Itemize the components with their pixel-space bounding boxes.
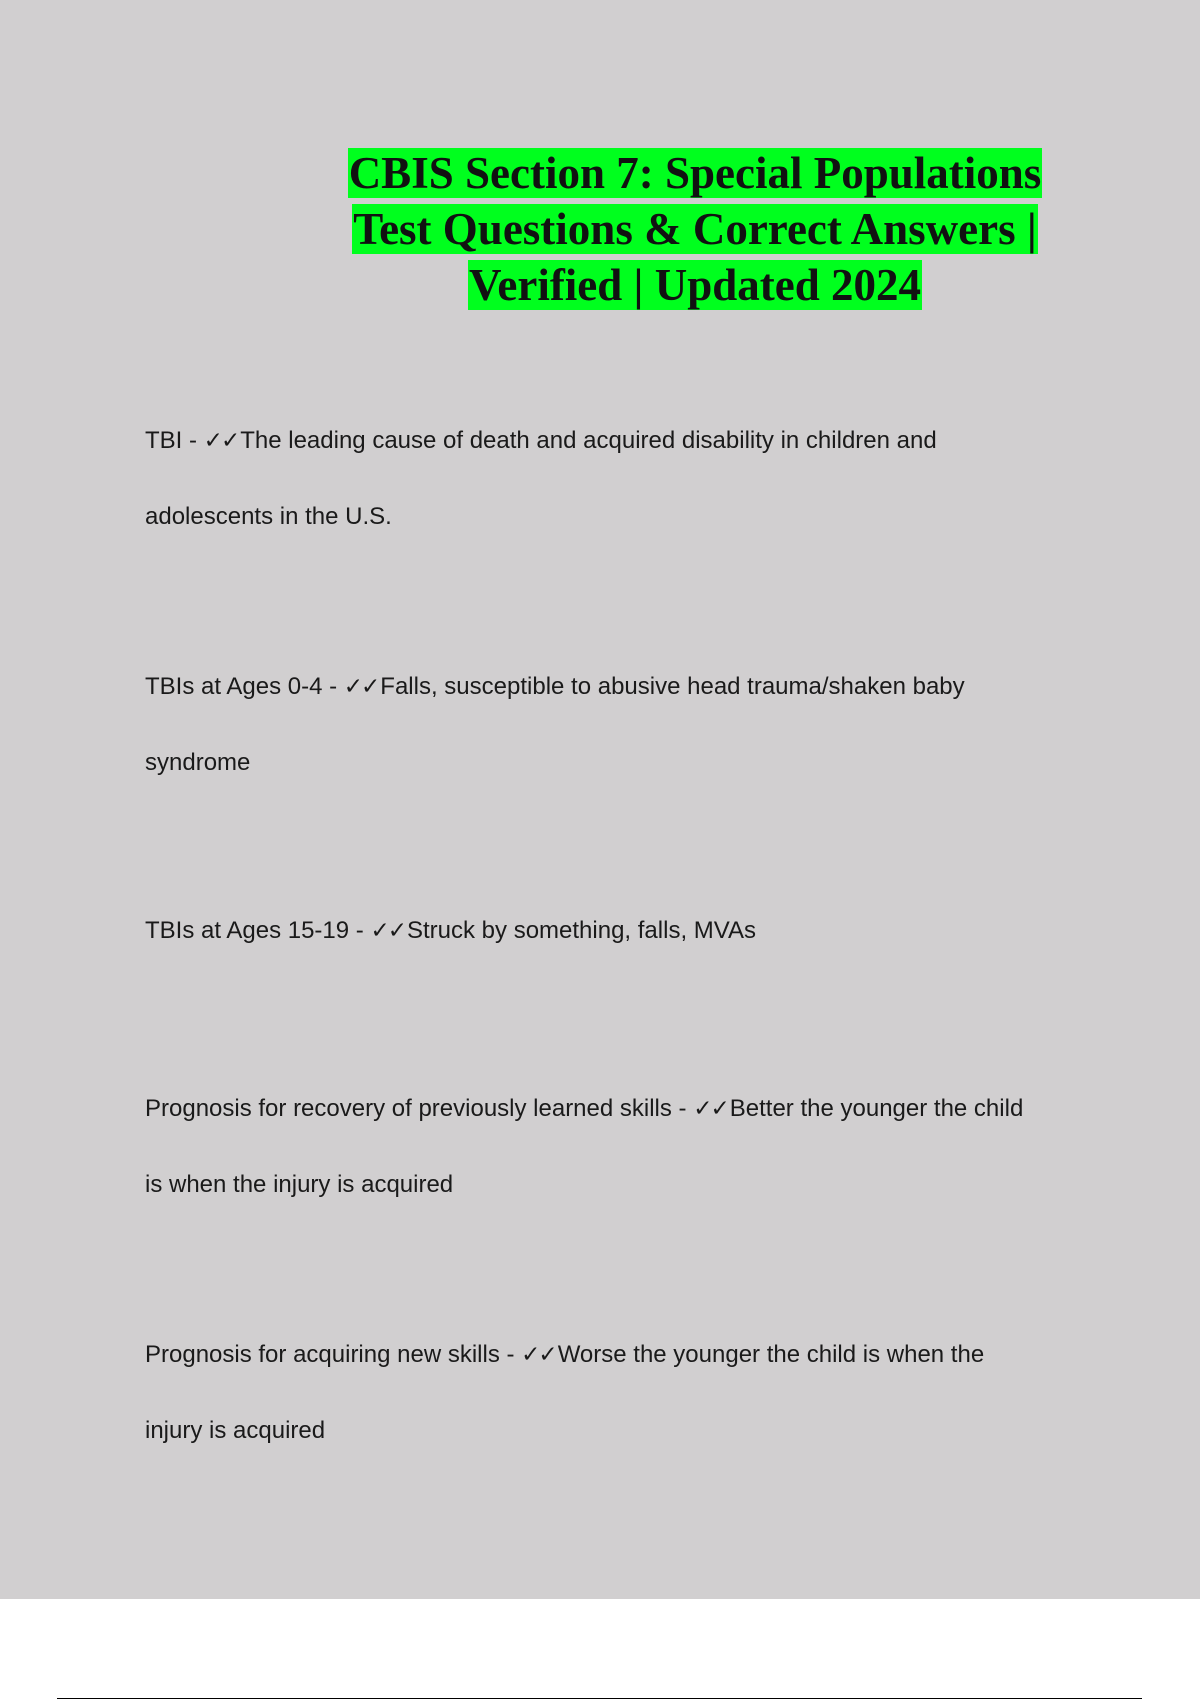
double-check-icon: ✓✓ — [693, 1096, 728, 1122]
qa-separator: - — [349, 917, 371, 944]
qa-separator: - — [322, 673, 344, 700]
qa-item-5 — [145, 1317, 1045, 1468]
qa-item-4 — [145, 1071, 1045, 1222]
qa-answer: Worse the younger the child is when the injury is acquired — [145, 1341, 985, 1444]
qa-answer: Struck by something, falls, MVAs — [407, 917, 757, 944]
title-line-2: Test Questions & Correct Answers | — [353, 204, 1037, 254]
double-check-icon: ✓✓ — [521, 1342, 556, 1368]
qa-separator: - — [671, 1095, 694, 1122]
double-check-icon: ✓✓ — [370, 918, 405, 944]
qa-item-3 — [145, 893, 1045, 969]
qa-term: Prognosis for recovery of previously learned skills — [145, 1095, 672, 1122]
qa-term: TBIs at Ages 15-19 — [145, 917, 350, 944]
qa-item-2 — [145, 649, 1045, 800]
double-check-icon: ✓✓ — [343, 674, 379, 700]
qa-term: TBIs at Ages 0-4 — [145, 673, 323, 700]
qa-answer: Better the younger the child is when the injury is acquired — [145, 1095, 1024, 1198]
qa-separator: - — [499, 1341, 522, 1368]
double-check-icon: ✓✓ — [203, 428, 239, 454]
title-line-3: Verified | Updated 2024 — [469, 260, 921, 310]
title-line-1: CBIS Section 7: Special Populations — [348, 148, 1042, 198]
document-title — [310, 145, 1080, 313]
qa-answer: Falls, susceptible to abusive head trauma/shaken baby syndrome — [145, 673, 965, 776]
qa-answer: The leading cause of death and acquired disability in children and adolescents in the U.S. — [145, 427, 937, 530]
qa-term: TBI — [145, 427, 183, 454]
footer-divider — [57, 1698, 1142, 1699]
qa-term: Prognosis for acquiring new skills — [145, 1341, 500, 1368]
qa-separator: - — [182, 427, 204, 454]
qa-item-1 — [145, 403, 1045, 554]
